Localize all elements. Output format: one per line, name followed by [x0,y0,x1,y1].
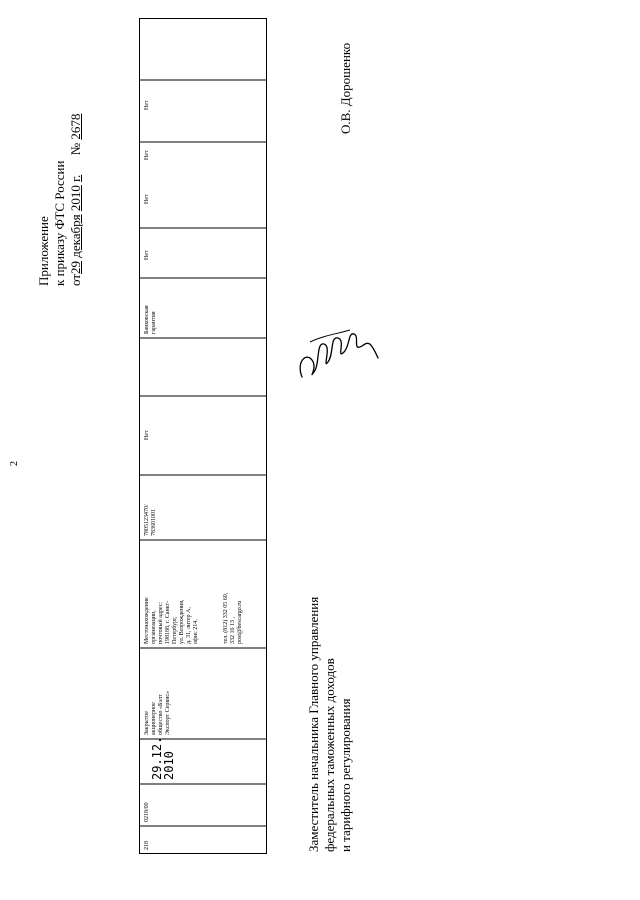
cell-no-1: Нет [144,430,150,440]
handwritten-date-line1: 29.12. [150,736,164,780]
cell-no-2: Нет [144,250,150,260]
row-number: 218 [144,841,150,850]
registry-number: 0218/00 [144,802,150,822]
handwritten-signature [292,322,382,387]
appendix-title: Приложение [36,216,51,286]
signer-position [306,597,354,852]
number-sign: № [68,142,83,156]
handwritten-date-line2: 2010 [162,751,176,780]
company-contacts: тел. (812) 332 05 60, 332 16 13 , post@bescargo.ru [223,592,243,644]
signer-position-line3: и тарифного регулирования [338,698,353,852]
register-table [139,18,267,854]
order-reference: к приказу ФТС России [52,160,67,286]
date-year: 2010 [68,185,83,212]
cell-no-3: Нет [144,194,150,204]
date-day: 29 [68,260,83,274]
cell-no-4: Нет [144,150,150,160]
company-name: Закрытое акционерное общество «Бэлт Экспорт Сервис» [144,690,171,735]
date-prefix: от [68,273,83,286]
date-year-suffix: г. [68,174,83,182]
signer-position-line1: Заместитель начальника Главного управления [306,596,321,852]
date-month: декабря [68,214,83,258]
order-number: 2678 [68,113,83,140]
order-date-line [68,114,83,286]
page-number: 2 [9,461,20,466]
company-address: Местонахождение организации, почтовый адрес: 198188, г. Санкт- Петербург, ул. Возрождения, д. 31, литер А, офис 214, [144,597,199,644]
signer-position-line2: федеральных таможенных доходов [322,658,337,852]
guarantee-type: Банковская гарантия [144,305,157,334]
cell-no-5: Нет [144,100,150,110]
inn-kpp: 7805123470/ 783601001 [144,504,157,536]
signer-name: О.В. Дорошенко [338,42,353,134]
